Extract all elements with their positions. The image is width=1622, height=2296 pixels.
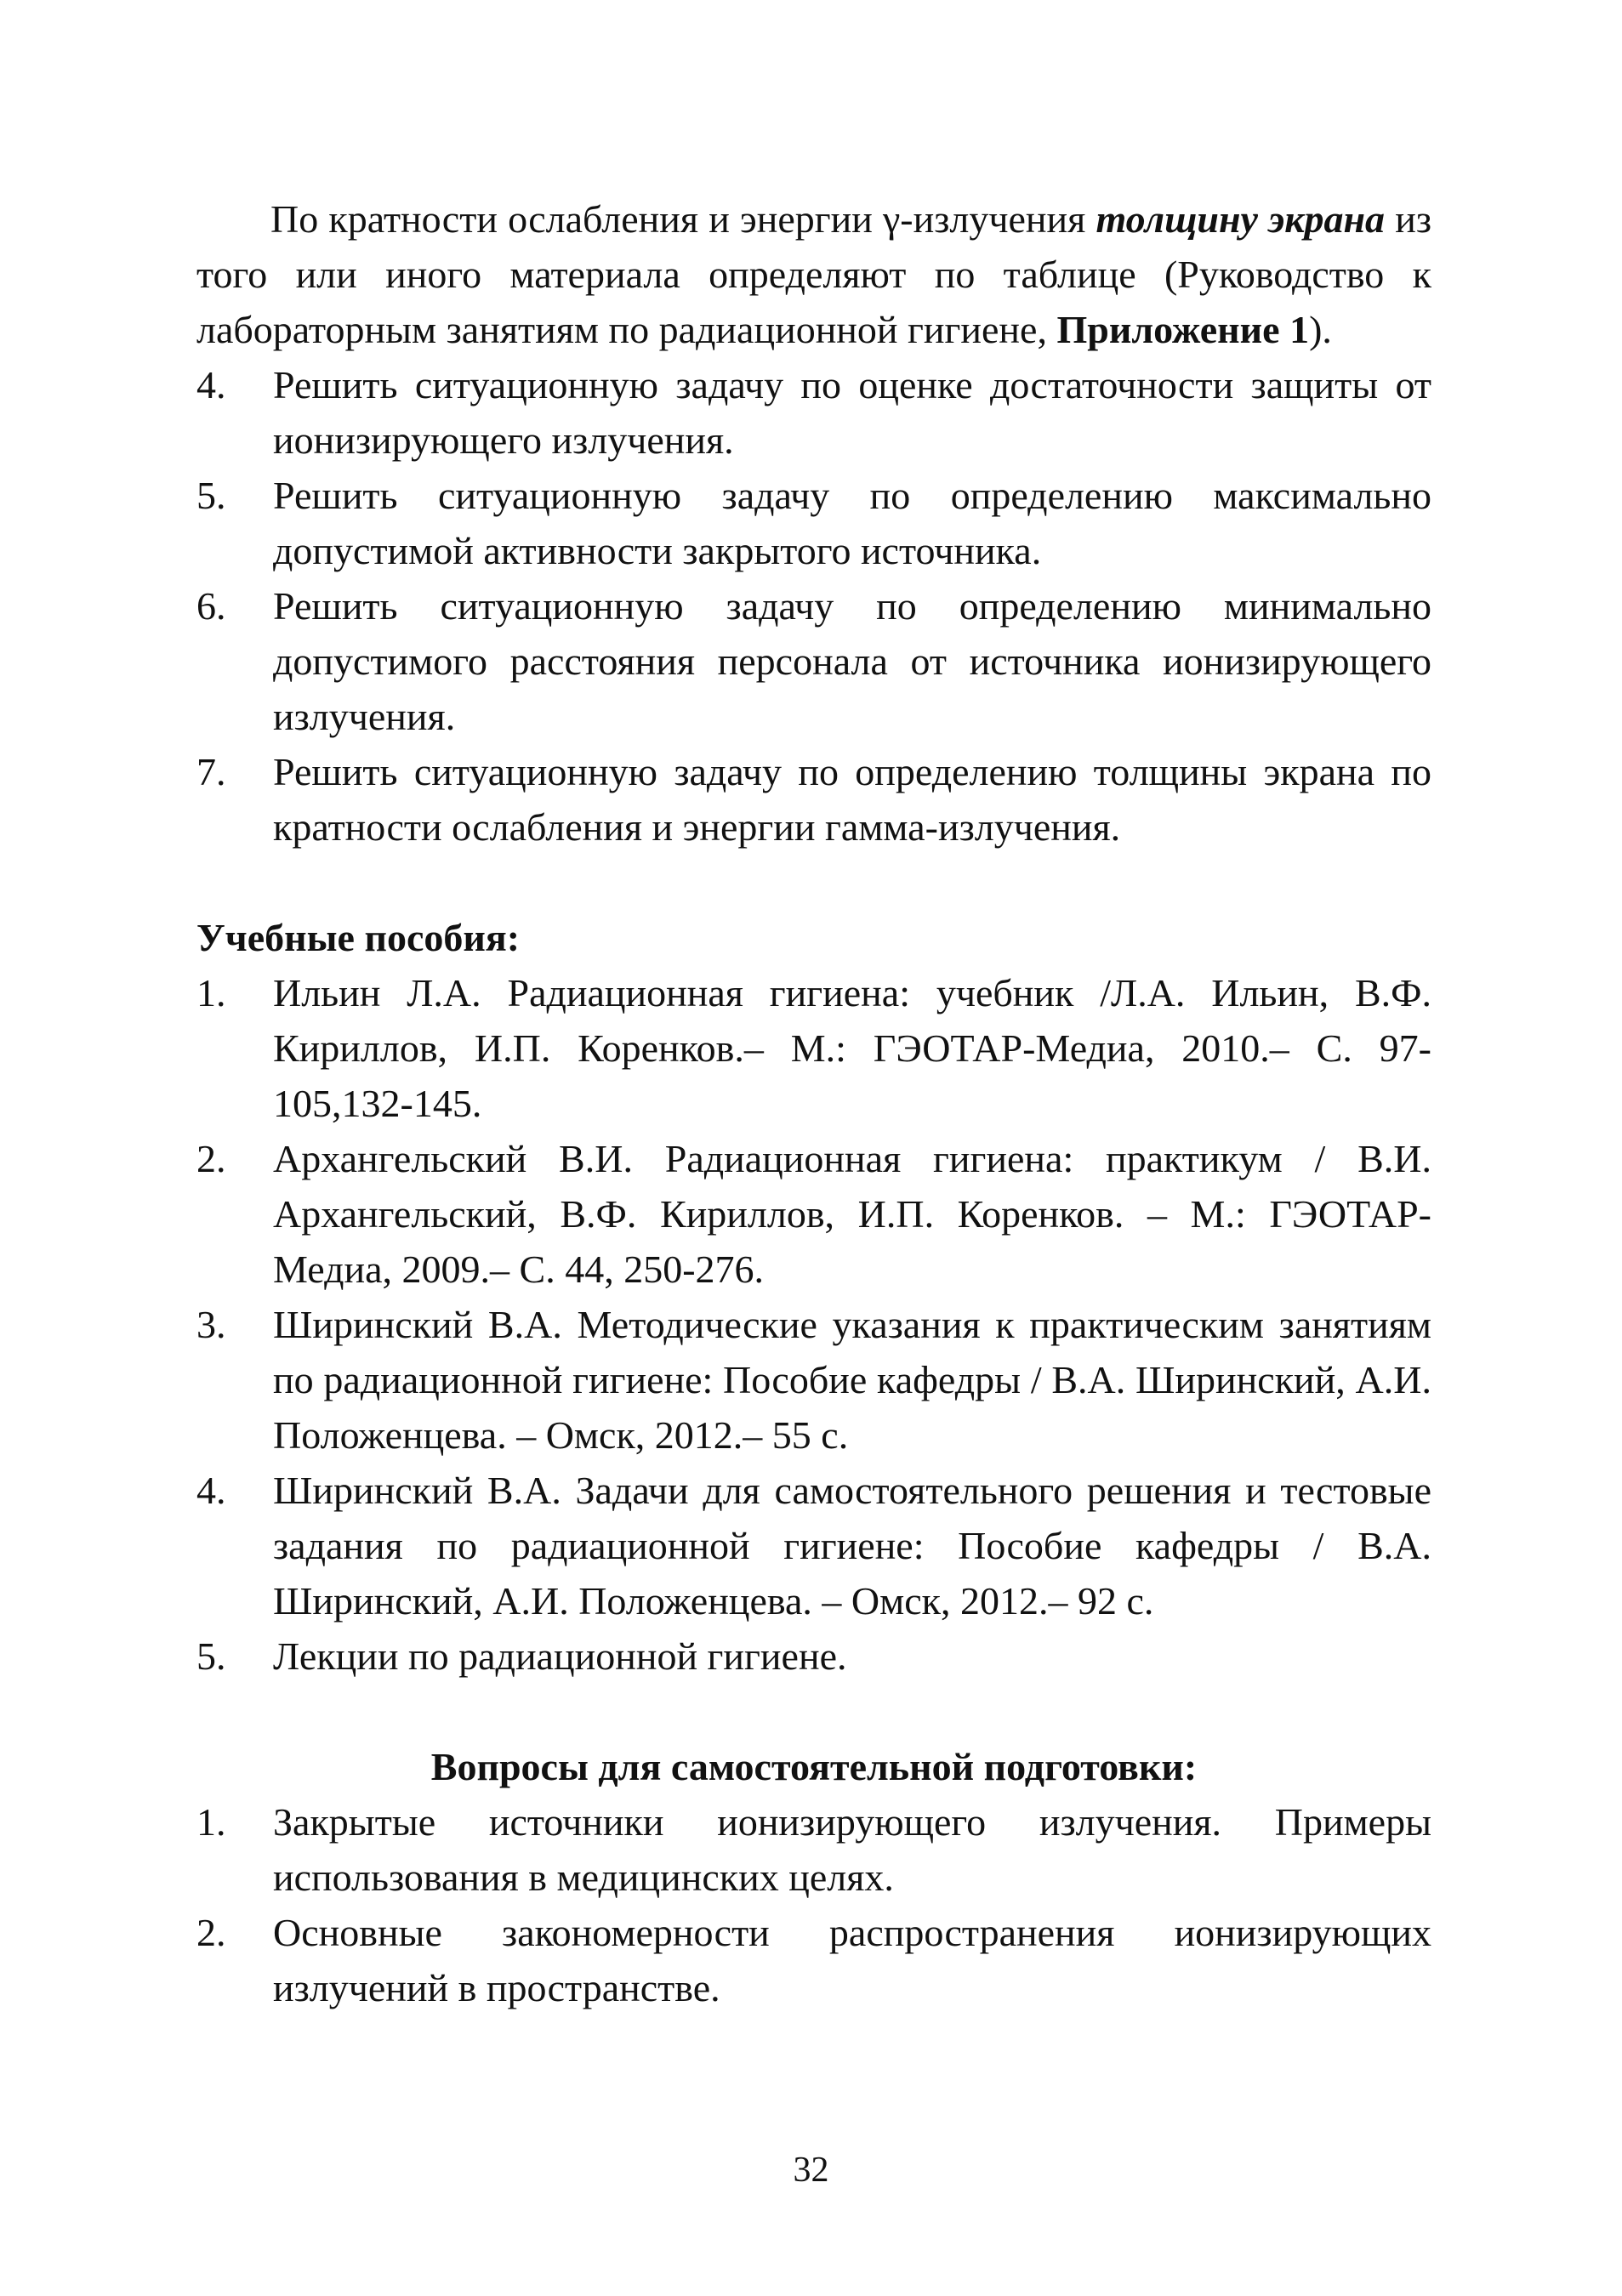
textbook-number: 3. bbox=[196, 1303, 226, 1346]
intro-bold-italic-term: толщину экрана bbox=[1096, 197, 1386, 241]
textbook-text: Архангельский В.И. Радиационная гигиена: практикум / В.И. Архангельский, В.Ф. Кириллов, И.П. Коренков. – М.: ГЭОТАР-Медиа, 2009.– С. 44, 250-276. bbox=[273, 1137, 1431, 1291]
task-number: 7. bbox=[196, 750, 226, 793]
task-number: 4. bbox=[196, 363, 226, 406]
textbook-number: 2. bbox=[196, 1137, 226, 1180]
textbooks-heading: Учебные пособия: bbox=[196, 916, 521, 959]
task-text: Решить ситуационную задачу по определению минимально допустимого расстояния персонала от источника ионизирующего излучения. bbox=[273, 584, 1431, 738]
question-number: 2. bbox=[196, 1911, 226, 1954]
intro-appendix-ref: Приложение 1 bbox=[1056, 308, 1310, 351]
question-item bbox=[196, 1905, 1431, 2015]
task-list bbox=[196, 357, 1431, 855]
page-content bbox=[196, 191, 1431, 2015]
textbook-item bbox=[196, 1297, 1431, 1463]
textbook-item bbox=[196, 1628, 1431, 1684]
intro-text-3: ). bbox=[1309, 308, 1332, 351]
textbook-item bbox=[196, 1463, 1431, 1628]
task-number: 6. bbox=[196, 584, 226, 628]
textbook-text: Лекции по радиационной гигиене. bbox=[273, 1634, 847, 1678]
textbooks-list bbox=[196, 965, 1431, 1684]
textbook-item bbox=[196, 965, 1431, 1131]
question-item bbox=[196, 1794, 1431, 1905]
task-text: Решить ситуационную задачу по определению максимально допустимой активности закрытого источника. bbox=[273, 474, 1431, 572]
question-text: Основные закономерности распространения ионизирующих излучений в пространстве. bbox=[273, 1911, 1431, 2009]
questions-list bbox=[196, 1794, 1431, 2015]
textbook-number: 4. bbox=[196, 1469, 226, 1512]
textbook-item bbox=[196, 1131, 1431, 1297]
textbook-text: Ильин Л.А. Радиационная гигиена: учебник /Л.А. Ильин, В.Ф. Кириллов, И.П. Коренков.– М.: ГЭОТАР-Медиа, 2010.– С. 97-105,132-145. bbox=[273, 971, 1431, 1125]
section-spacer bbox=[196, 855, 1431, 910]
intro-text-2: из того или иного материала определяют по таблице (Руководство к лабораторным занятиям по радиационной гигиене, bbox=[196, 197, 1431, 351]
section-spacer bbox=[196, 1684, 1431, 1739]
textbook-text: Ширинский В.А. Задачи для самостоятельного решения и тестовые задания по радиационной гигиене: Пособие кафедры / В.А. Ширинский, А.И. Положенцева. – Омск, 2012.– 92 с. bbox=[273, 1469, 1431, 1623]
textbook-number: 5. bbox=[196, 1634, 226, 1678]
page-number: 32 bbox=[793, 2151, 829, 2190]
task-number: 5. bbox=[196, 474, 226, 517]
task-item bbox=[196, 744, 1431, 855]
task-item bbox=[196, 357, 1431, 468]
intro-paragraph bbox=[196, 191, 1431, 357]
textbook-number: 1. bbox=[196, 971, 226, 1014]
task-item bbox=[196, 578, 1431, 744]
task-text: Решить ситуационную задачу по определению толщины экрана по кратности ослабления и энергии гамма-излучения. bbox=[273, 750, 1431, 849]
task-text: Решить ситуационную задачу по оценке достаточности защиты от ионизирующего излучения. bbox=[273, 363, 1431, 462]
question-text: Закрытые источники ионизирующего излучения. Примеры использования в медицинских целях. bbox=[273, 1800, 1431, 1899]
intro-text-1: По кратности ослабления и энергии γ-излучения bbox=[270, 197, 1096, 241]
questions-heading: Вопросы для самостоятельной подготовки: bbox=[430, 1745, 1198, 1788]
task-item bbox=[196, 468, 1431, 578]
textbook-text: Ширинский В.А. Методические указания к практическим занятиям по радиационной гигиене: Пособие кафедры / В.А. Ширинский, А.И. Положенцева. – Омск, 2012.– 55 с. bbox=[273, 1303, 1431, 1457]
question-number: 1. bbox=[196, 1800, 226, 1844]
